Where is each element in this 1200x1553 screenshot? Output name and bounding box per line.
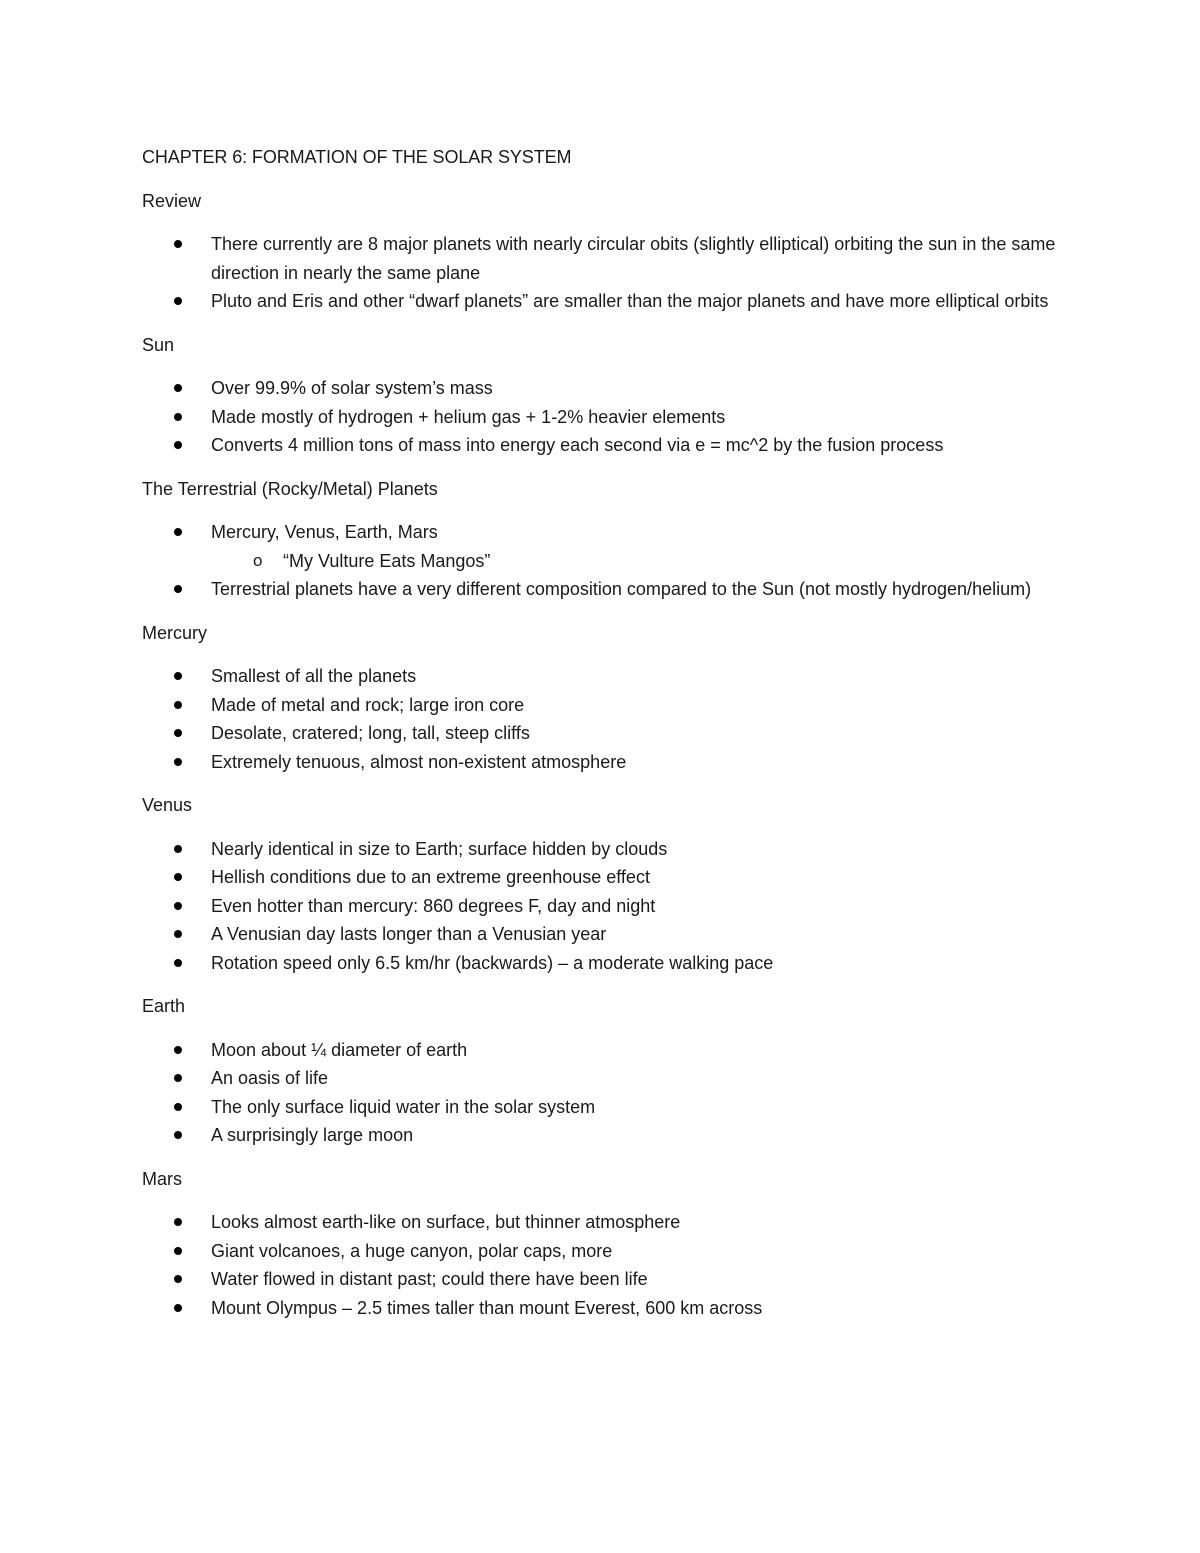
- list-item-text: Extremely tenuous, almost non-existent atmosphere: [211, 751, 627, 772]
- bullet-icon: [174, 902, 182, 910]
- bullet-list: [142, 1036, 1082, 1150]
- bullet-icon: [174, 585, 182, 593]
- list-item-text: Giant volcanoes, a huge canyon, polar caps, more: [211, 1240, 613, 1261]
- sub-list-item-text: “My Vulture Eats Mangos”: [283, 550, 491, 571]
- list-item-text: Even hotter than mercury: 860 degrees F, day and night: [211, 895, 656, 916]
- section-terrestrial-planets: [142, 475, 1082, 604]
- bullet-icon: [174, 672, 182, 680]
- list-item: [142, 1093, 1082, 1122]
- section-review: [142, 187, 1082, 316]
- bullet-icon: [174, 1247, 182, 1255]
- section-heading: Review: [142, 190, 202, 211]
- list-item-text: An oasis of life: [211, 1068, 329, 1088]
- section-venus: [142, 791, 1082, 977]
- bullet-icon: [174, 758, 182, 766]
- list-item-text: Water flowed in distant past; could there have been life: [211, 1269, 648, 1289]
- bullet-list: [142, 230, 1082, 316]
- list-item: [142, 662, 1082, 691]
- list-item-text: Smallest of all the planets: [211, 666, 417, 686]
- list-item: [142, 1208, 1082, 1237]
- list-item: [142, 1294, 1082, 1323]
- list-item: [142, 1265, 1082, 1294]
- section-heading: Earth: [142, 996, 186, 1016]
- list-item-text: Terrestrial planets have a very different composition compared to the Sun (not mostly hydrogen/helium): [211, 579, 1032, 599]
- section-heading: Sun: [142, 334, 175, 355]
- list-item-text: Moon about ¼ diameter of earth: [211, 1039, 468, 1060]
- bullet-list: [142, 374, 1082, 460]
- sub-bullet-icon: o: [253, 550, 263, 570]
- list-item: [142, 1036, 1082, 1065]
- list-item: [142, 518, 1082, 547]
- sub-bullet-list: [142, 547, 1082, 576]
- list-item: [142, 691, 1082, 720]
- section-heading: Mars: [142, 1168, 182, 1189]
- section-heading: The Terrestrial (Rocky/Metal) Planets: [142, 478, 438, 499]
- bullet-icon: [174, 384, 182, 392]
- bullet-icon: [174, 1218, 182, 1226]
- document-body: [142, 143, 1082, 1337]
- bullet-icon: [174, 1046, 182, 1054]
- bullet-list: [142, 575, 1082, 604]
- page-title: CHAPTER 6: FORMATION OF THE SOLAR SYSTEM: [142, 147, 572, 167]
- bullet-icon: [174, 729, 182, 737]
- list-item-text: Mercury, Venus, Earth, Mars: [211, 522, 438, 542]
- bullet-icon: [174, 297, 182, 305]
- list-item: [142, 403, 1082, 432]
- list-item: [142, 575, 1082, 604]
- list-item: [142, 863, 1082, 892]
- list-item: [142, 949, 1082, 978]
- list-item: [142, 1064, 1082, 1093]
- section-earth: [142, 992, 1082, 1150]
- list-item-text: Mount Olympus – 2.5 times taller than mount Everest, 600 km across: [211, 1297, 763, 1318]
- bullet-icon: [174, 930, 182, 938]
- bullet-icon: [174, 1275, 182, 1283]
- list-item-text: Pluto and Eris and other “dwarf planets” are smaller than the major planets and have more elliptical orbits: [211, 291, 1049, 311]
- list-item: [142, 230, 1082, 287]
- bullet-list: [142, 518, 1082, 547]
- bullet-icon: [174, 441, 182, 449]
- list-item: [142, 374, 1082, 403]
- bullet-icon: [174, 701, 182, 709]
- section-heading: Venus: [142, 795, 193, 815]
- bullet-icon: [174, 1103, 182, 1111]
- bullet-list: [142, 662, 1082, 776]
- list-item: [142, 1121, 1082, 1150]
- list-item-text: Nearly identical in size to Earth; surface hidden by clouds: [211, 838, 668, 859]
- bullet-list: [142, 1208, 1082, 1322]
- bullet-icon: [174, 1074, 182, 1082]
- bullet-icon: [174, 873, 182, 881]
- bullet-icon: [174, 528, 182, 536]
- bullet-list: [142, 835, 1082, 978]
- section-sun: [142, 331, 1082, 460]
- bullet-icon: [174, 240, 182, 248]
- list-item: [142, 920, 1082, 949]
- list-item: [142, 719, 1082, 748]
- bullet-icon: [174, 1131, 182, 1139]
- bullet-icon: [174, 845, 182, 853]
- section-heading: Mercury: [142, 622, 208, 643]
- list-item: [142, 287, 1082, 316]
- list-item: [142, 431, 1082, 460]
- bullet-icon: [174, 413, 182, 421]
- list-item-text: There currently are 8 major planets with nearly circular obits (slightly elliptical) orbiting the sun in the same direction in nearly the same plane: [211, 234, 1056, 283]
- list-item-text: The only surface liquid water in the solar system: [211, 1096, 596, 1117]
- bullet-icon: [174, 1304, 182, 1312]
- list-item-text: Converts 4 million tons of mass into energy each second via e = mc^2 by the fusion process: [211, 435, 944, 455]
- section-mercury: [142, 619, 1082, 777]
- list-item: [142, 748, 1082, 777]
- list-item-text: Made of metal and rock; large iron core: [211, 694, 525, 715]
- list-item-text: Made mostly of hydrogen + helium gas + 1-2% heavier elements: [211, 406, 726, 427]
- list-item-text: Hellish conditions due to an extreme greenhouse effect: [211, 867, 650, 887]
- list-item-text: Desolate, cratered; long, tall, steep cliffs: [211, 723, 530, 743]
- list-item-text: A Venusian day lasts longer than a Venusian year: [211, 924, 607, 944]
- bullet-icon: [174, 959, 182, 967]
- list-item-text: A surprisingly large moon: [211, 1125, 414, 1145]
- list-item: [142, 1237, 1082, 1266]
- list-item-text: Rotation speed only 6.5 km/hr (backwards) – a moderate walking pace: [211, 952, 774, 973]
- section-mars: [142, 1165, 1082, 1323]
- list-item-text: Looks almost earth-like on surface, but thinner atmosphere: [211, 1212, 681, 1232]
- list-item-text: Over 99.9% of solar system’s mass: [211, 378, 493, 398]
- sub-list-item: [211, 547, 1082, 576]
- list-item: [142, 892, 1082, 921]
- list-item: [142, 835, 1082, 864]
